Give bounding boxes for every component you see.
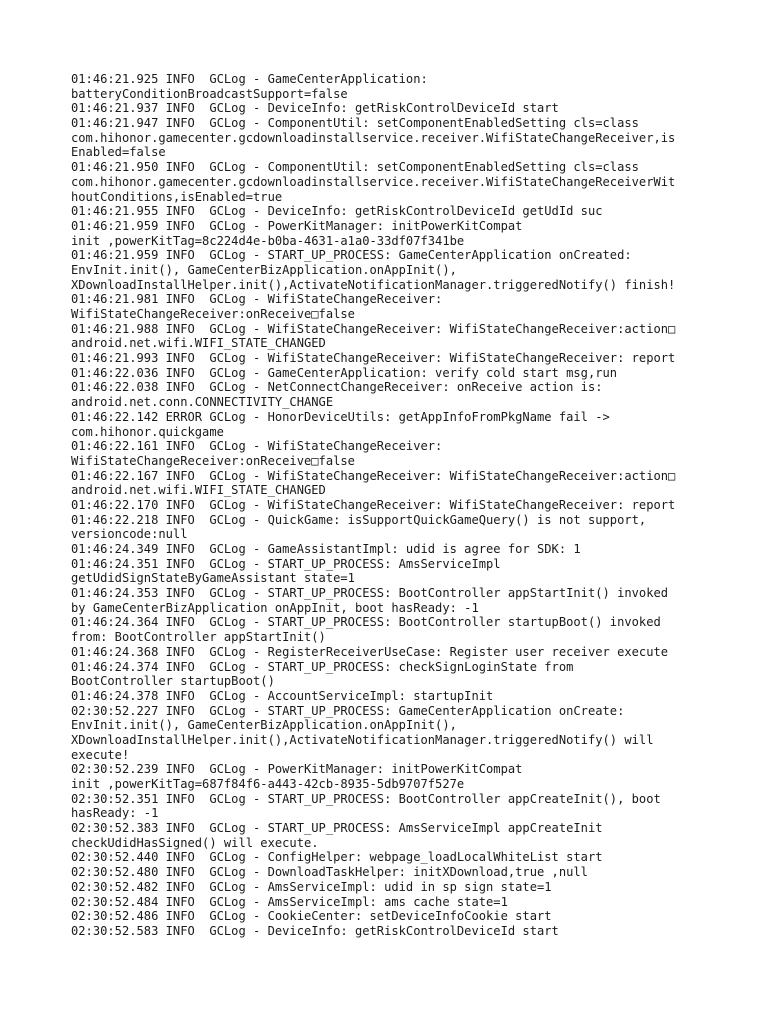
log-line: 02:30:52.383 INFO GCLog - START_UP_PROCESS: AmsServiceImpl appCreateInit <box>71 821 603 836</box>
log-line: 01:46:24.374 INFO GCLog - START_UP_PROCESS: checkSignLoginState from <box>71 659 574 674</box>
log-line: versioncode:null <box>71 527 188 542</box>
log-line: 01:46:21.947 INFO GCLog - ComponentUtil: setComponentEnabledSetting cls=class <box>71 116 639 131</box>
log-line: 02:30:52.484 INFO GCLog - AmsServiceImpl: ams cache state=1 <box>71 894 508 909</box>
log-line: 01:46:24.349 INFO GCLog - GameAssistantImpl: udid is agree for SDK: 1 <box>71 542 581 556</box>
log-line: execute! <box>71 747 130 762</box>
log-line: 01:46:21.959 INFO GCLog - START_UP_PROCESS: GameCenterApplication onCreated: <box>71 248 632 263</box>
log-line: EnvInit.init(), GameCenterBizApplication.onAppInit(), <box>71 718 457 733</box>
log-line: houtConditions,isEnabled=true <box>71 189 283 204</box>
log-line: 01:46:24.353 INFO GCLog - START_UP_PROCESS: BootController appStartInit() invoked <box>71 586 669 601</box>
log-line: 02:30:52.351 INFO GCLog - START_UP_PROCESS: BootController appCreateInit(), boot <box>71 791 661 806</box>
log-line: EnvInit.init(), GameCenterBizApplication.onAppInit(), <box>71 262 457 277</box>
log-line: com.hihonor.quickgame <box>71 424 224 439</box>
log-line: 01:46:21.955 INFO GCLog - DeviceInfo: getRiskControlDeviceId getUdId suc <box>71 204 603 219</box>
log-line: android.net.conn.CONNECTIVITY_CHANGE <box>71 395 334 410</box>
log-line: android.net.wifi.WIFI_STATE_CHANGED <box>71 336 326 351</box>
log-text-block <box>71 72 701 939</box>
log-line: by GameCenterBizApplication onAppInit, boot hasReady: -1 <box>71 600 479 615</box>
log-line: 01:46:21.950 INFO GCLog - ComponentUtil: setComponentEnabledSetting cls=class <box>71 160 639 175</box>
log-line: Enabled=false <box>71 145 166 160</box>
log-line: 02:30:52.583 INFO GCLog - DeviceInfo: getRiskControlDeviceId start <box>71 923 559 938</box>
log-line: android.net.wifi.WIFI_STATE_CHANGED <box>71 483 326 498</box>
log-line: 01:46:22.036 INFO GCLog - GameCenterApplication: verify cold start msg,run <box>71 365 618 380</box>
log-line: 01:46:22.142 ERROR GCLog - HonorDeviceUtils: getAppInfoFromPkgName fail -> <box>71 409 610 424</box>
log-line: 02:30:52.227 INFO GCLog - START_UP_PROCESS: GameCenterApplication onCreate: <box>71 703 625 718</box>
log-line: init ,powerKitTag=8c224d4e-b0ba-4631-a1a0-33df07f341be <box>71 233 465 248</box>
log-line: 02:30:52.239 INFO GCLog - PowerKitManager: initPowerKitCompat <box>71 762 523 777</box>
log-line: 01:46:21.925 INFO GCLog - GameCenterApplication: <box>71 72 428 86</box>
log-line: 02:30:52.486 INFO GCLog - CookieCenter: setDeviceInfoCookie start <box>71 909 552 924</box>
log-line: 01:46:22.170 INFO GCLog - WifiStateChangeReceiver: WifiStateChangeReceiver: report <box>71 497 676 512</box>
log-line: WifiStateChangeReceiver:onReceive□false <box>71 453 355 468</box>
log-line: 01:46:24.368 INFO GCLog - RegisterReceiverUseCase: Register user receiver execute <box>71 644 669 659</box>
log-line: 01:46:24.364 INFO GCLog - START_UP_PROCESS: BootController startupBoot() invoked <box>71 615 661 630</box>
log-line: 01:46:22.218 INFO GCLog - QuickGame: isSupportQuickGameQuery() is not support, <box>71 512 647 527</box>
log-line: XDownloadInstallHelper.init(),ActivateNotificationManager.triggeredNotify() finish! <box>71 277 676 292</box>
log-line: 01:46:22.161 INFO GCLog - WifiStateChangeReceiver: <box>71 439 443 454</box>
log-line: checkUdidHasSigned() will execute. <box>71 835 319 850</box>
log-line: com.hihonor.gamecenter.gcdownloadinstallservice.receiver.WifiStateChangeReceiverWit <box>71 174 676 189</box>
log-line: 01:46:21.993 INFO GCLog - WifiStateChangeReceiver: WifiStateChangeReceiver: report <box>71 351 676 366</box>
log-line: getUdidSignStateByGameAssistant state=1 <box>71 571 355 586</box>
log-line: 01:46:21.981 INFO GCLog - WifiStateChangeReceiver: <box>71 292 443 307</box>
log-line: WifiStateChangeReceiver:onReceive□false <box>71 307 355 321</box>
log-line: BootController startupBoot() <box>71 674 275 689</box>
log-line: 02:30:52.482 INFO GCLog - AmsServiceImpl: udid in sp sign state=1 <box>71 879 552 894</box>
log-line: batteryConditionBroadcastSupport=false <box>71 86 348 101</box>
log-line: 01:46:21.988 INFO GCLog - WifiStateChangeReceiver: WifiStateChangeReceiver:action□ <box>71 321 676 336</box>
log-line: 01:46:22.167 INFO GCLog - WifiStateChangeReceiver: WifiStateChangeReceiver:action□ <box>71 468 676 483</box>
log-line: 01:46:21.959 INFO GCLog - PowerKitManager: initPowerKitCompat <box>71 218 523 233</box>
log-line: 01:46:24.378 INFO GCLog - AccountServiceImpl: startupInit <box>71 688 494 703</box>
log-line: from: BootController appStartInit() <box>71 630 326 645</box>
log-line: 01:46:21.937 INFO GCLog - DeviceInfo: getRiskControlDeviceId start <box>71 101 559 116</box>
log-line: com.hihonor.gamecenter.gcdownloadinstallservice.receiver.WifiStateChangeReceiver,is <box>71 130 676 145</box>
log-line: 02:30:52.480 INFO GCLog - DownloadTaskHelper: initXDownload,true ,null <box>71 865 588 880</box>
log-line: hasReady: -1 <box>71 806 159 821</box>
log-line: 02:30:52.440 INFO GCLog - ConfigHelper: webpage_loadLocalWhiteList start <box>71 850 603 865</box>
log-line: XDownloadInstallHelper.init(),ActivateNotificationManager.triggeredNotify() will <box>71 732 654 747</box>
log-line: 01:46:24.351 INFO GCLog - START_UP_PROCESS: AmsServiceImpl <box>71 556 501 571</box>
log-line: 01:46:22.038 INFO GCLog - NetConnectChangeReceiver: onReceive action is: <box>71 380 603 395</box>
log-line: init ,powerKitTag=687f84f6-a443-42cb-8935-5db9707f527e <box>71 777 465 791</box>
